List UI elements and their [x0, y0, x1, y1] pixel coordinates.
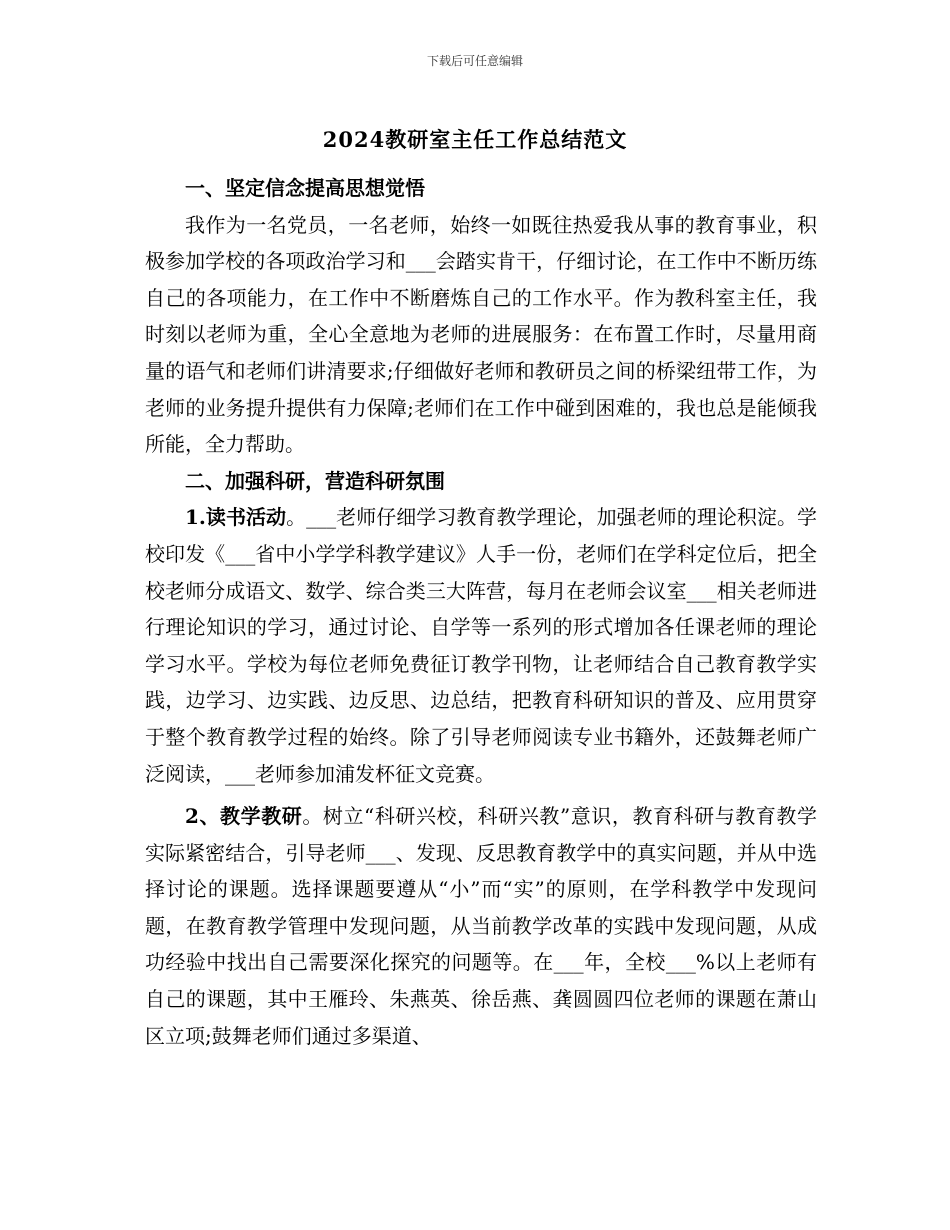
- document-body: [145, 170, 817, 1054]
- header-note: 下载后可任意编辑: [426, 54, 523, 68]
- teaching-research-text: 。树立“科研兴校，科研兴教”意识，教育科研与教育教学实际紧密结合，引导老师___、发现、反思教育教学中的真实问题，并从中选择讨论的课题。选择课题要遵从“小”而“实”的原则，在学科教学中发现问题，在教育教学管理中发现问题，从当前教学改革的实践中发现问题，从成功经验中找出自己需要深化探究的问题等。在___年，全校___%以上老师有自己的课题，其中王雁玲、朱燕英、徐岳燕、龚圆圆四位老师的课题在萧山区立项;鼓舞老师们通过多渠道、: [145, 804, 817, 1048]
- reading-activity-paragraph: [145, 499, 817, 792]
- reading-activity-text: 。___老师仔细学习教育教学理论，加强老师的理论积淀。学校印发《___省中小学学科教学建议》人手一份，老师们在学科定位后，把全校老师分成语文、数学、综合类三大阵营，每月在老师会议室___相关老师进行理论知识的学习，通过讨论、自学等一系列的形式增加各任课老师的理论学习水平。学校为每位老师免费征订教学刊物，让老师结合自己教育教学实践，边学习、边实践、边反思、边总结，把教育科研知识的普及、应用贯穿于整个教育教学过程的始终。除了引导老师阅读专业书籍外，还鼓舞老师广泛阅读，___老师参加浦发杯征文竞赛。: [145, 505, 818, 786]
- teaching-research-lead: 2、教学教研: [185, 804, 303, 829]
- section-1-heading: 一、坚定信念提高思想觉悟: [185, 176, 425, 200]
- teaching-research-paragraph: [145, 798, 817, 1054]
- section-1-paragraph: 我作为一名党员，一名老师，始终一如既往热爱我从事的教育事业，积极参加学校的各项政治学习和___会踏实肯干，仔细讨论，在工作中不断历练自己的各项能力，在工作中不断磨炼自己的工作水平。作为教科室主任，我时刻以老师为重，全心全意地为老师的进展服务：在布置工作时，尽量用商量的语气和老师们讲清要求;仔细做好老师和教研员之间的桥梁纽带工作，为老师的业务提升提供有力保障;老师们在工作中碰到困难的，我也总是能倾我所能，全力帮助。: [145, 212, 817, 457]
- document-title: 2024教研室主任工作总结范文: [322, 127, 628, 152]
- section-2-heading: 二、加强科研，营造科研氛围: [185, 468, 445, 493]
- reading-activity-lead: 1.读书活动: [185, 505, 287, 530]
